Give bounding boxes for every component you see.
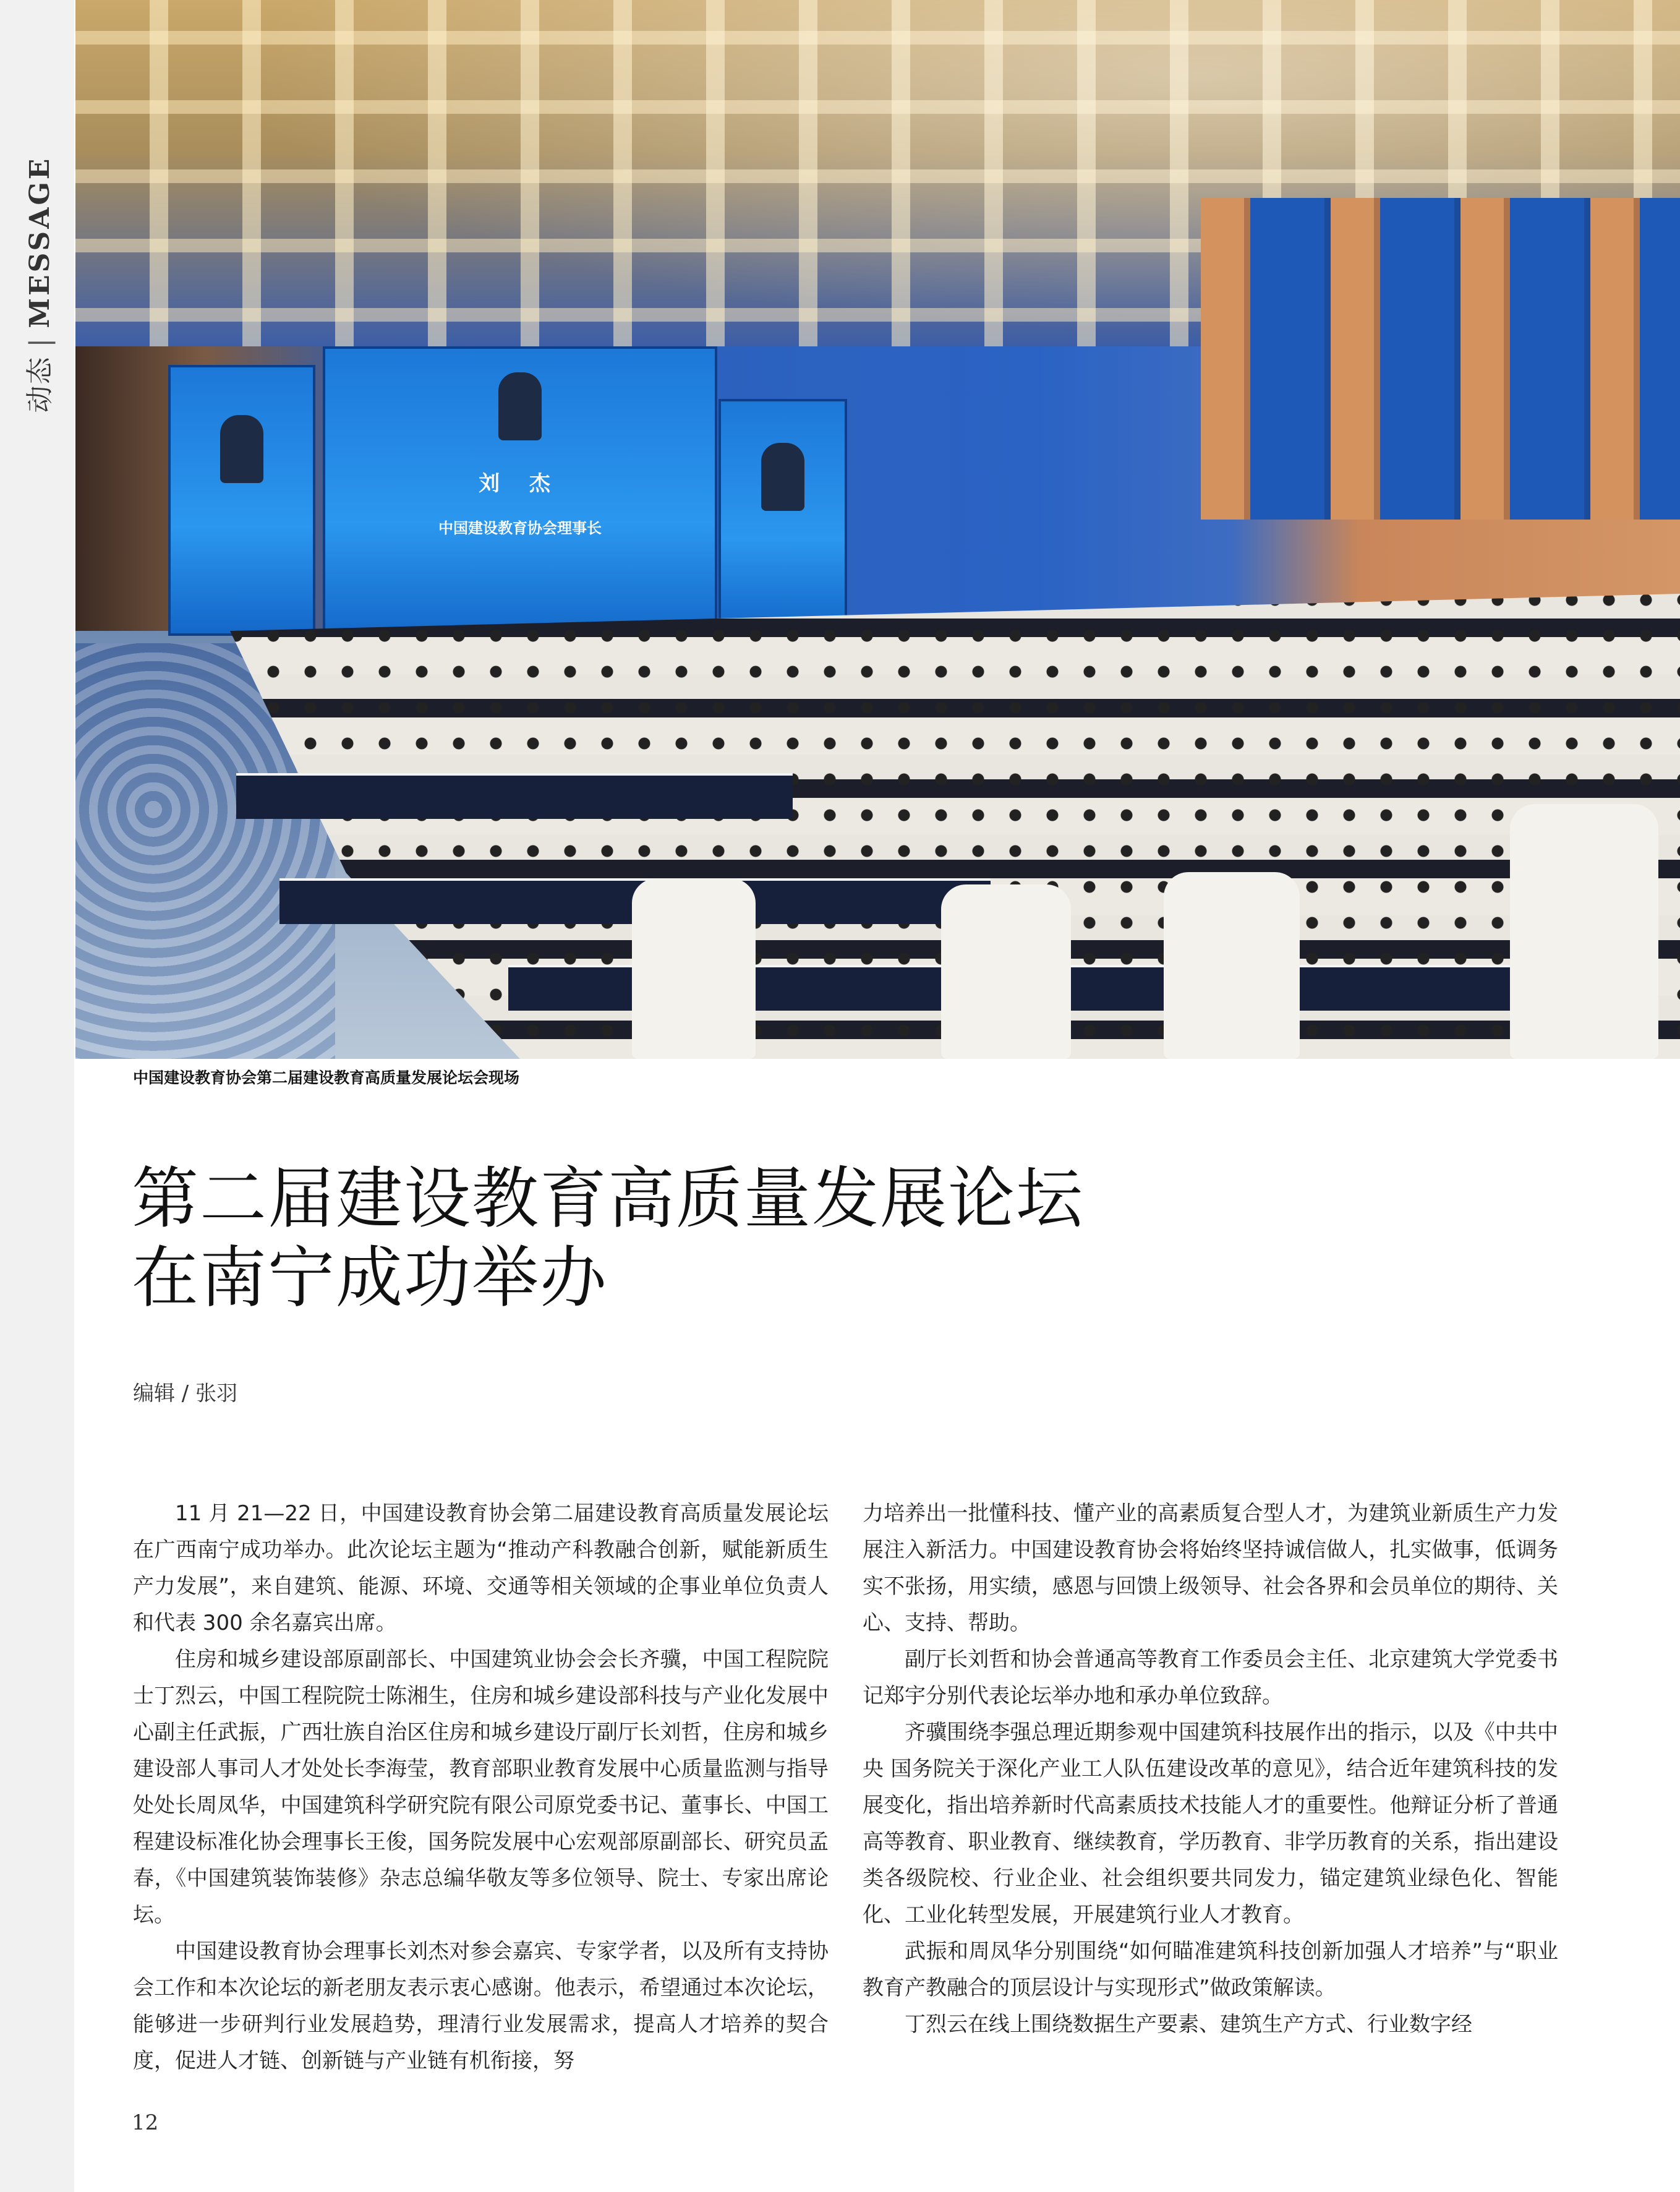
page-number: 12 [132,2110,159,2135]
table-row [236,773,793,819]
section-label: 动态|MESSAGE [24,156,56,413]
screen-speaker-name: 刘 杰 [479,471,561,496]
article-column-right [863,1496,1558,2043]
title-line-2: 在南宁成功举办 [132,1239,608,1317]
paragraph-continuation: 力培养出一批懂科技、懂产业的高素质复合型人才，为建筑业新质生产力发展注入新活力。中国建设教育协会将始终坚持诚信做人，扎实做事，低调务实不张扬，用实绩，感恩与回馈上级领导、社会各界和会员单位的期待、关心、支持、帮助。 [863,1501,1558,1635]
side-screen-left [168,365,315,636]
screen-speaker-role: 中国建设教育协会理事长 [438,520,602,537]
conference-photo [75,0,1680,1059]
byline: 编辑 / 张羽 [133,1381,238,1406]
paragraph: 中国建设教育协会理事长刘杰对参会嘉宾、专家学者，以及所有支持协会工作和本次论坛的新老朋友表示衷心感谢。他表示，希望通过本次论坛，能够进一步研判行业发展趋势，理清行业发展需求，提高人才培养的契合度，促进人才链、创新链与产业链有机衔接，努 [133,1939,829,2073]
article-column-left [133,1496,829,2079]
paragraph: 丁烈云在线上围绕数据生产要素、建筑生产方式、行业数字经 [905,2012,1472,2037]
paragraph: 齐骥围绕李强总理近期参观中国建筑科技展作出的指示，以及《中共中央 国务院关于深化产业工人队伍建设改革的意见》，结合近年建筑科技的发展变化，指出培养新时代高素质技术技能人才的重要性。他辩证分析了普通高等教育、职业教育、继续教育，学历教育、非学历教育的关系，指出建设类各级院校、行业企业、社会组织要共同发力，锚定建筑业绿色化、智能化、工业化转型发展，开展建筑行业人才教育。 [863,1720,1558,1927]
chair [1164,872,1300,1059]
side-screen-right [718,399,847,633]
paragraph: 11 月 21—22 日，中国建设教育协会第二届建设教育高质量发展论坛在广西南宁成功举办。此次论坛主题为“推动产科教融合创新，赋能新质生产力发展”，来自建筑、能源、环境、交通等相关领域的企事业单位负责人和代表 300 余名嘉宾出席。 [133,1501,829,1635]
section-label-en: MESSAGE [24,156,56,328]
photo-caption: 中国建设教育协会第二届建设教育高质量发展论坛会现场 [133,1069,520,1087]
chair [1510,804,1658,1059]
chair [632,878,756,1059]
paragraph: 住房和城乡建设部原副部长、中国建筑业协会会长齐骥，中国工程院院士丁烈云，中国工程院院士陈湘生，住房和城乡建设部科技与产业化发展中心副主任武振，广西壮族自治区住房和城乡建设厅副厅长刘哲，住房和城乡建设部人事司人才处处长李海莹，教育部职业教育发展中心质量监测与指导处处长周凤华，中国建筑科学研究院有限公司原党委书记、董事长、中国工程建设标准化协会理事长王俊，国务院发展中心宏观部原副部长、研究员孟春，《中国建筑装饰装修》杂志总编华敬友等多位领导、院士、专家出席论坛。 [133,1647,829,1927]
wall-panels [1201,198,1680,520]
main-screen [323,346,717,642]
paragraph: 副厅长刘哲和协会普通高等教育工作委员会主任、北京建筑大学党委书记郑宇分别代表论坛举办地和承办单位致辞。 [863,1647,1558,1708]
paragraph: 武振和周凤华分别围绕“如何瞄准建筑科技创新加强人才培养”与“职业教育产教融合的顶层设计与实现形式”做政策解读。 [863,1939,1558,2000]
section-label-cn: 动态 [24,356,56,413]
title-line-1: 第二届建设教育高质量发展论坛 [132,1160,1085,1238]
article-title [132,1160,1554,1318]
chair [941,884,1071,1059]
